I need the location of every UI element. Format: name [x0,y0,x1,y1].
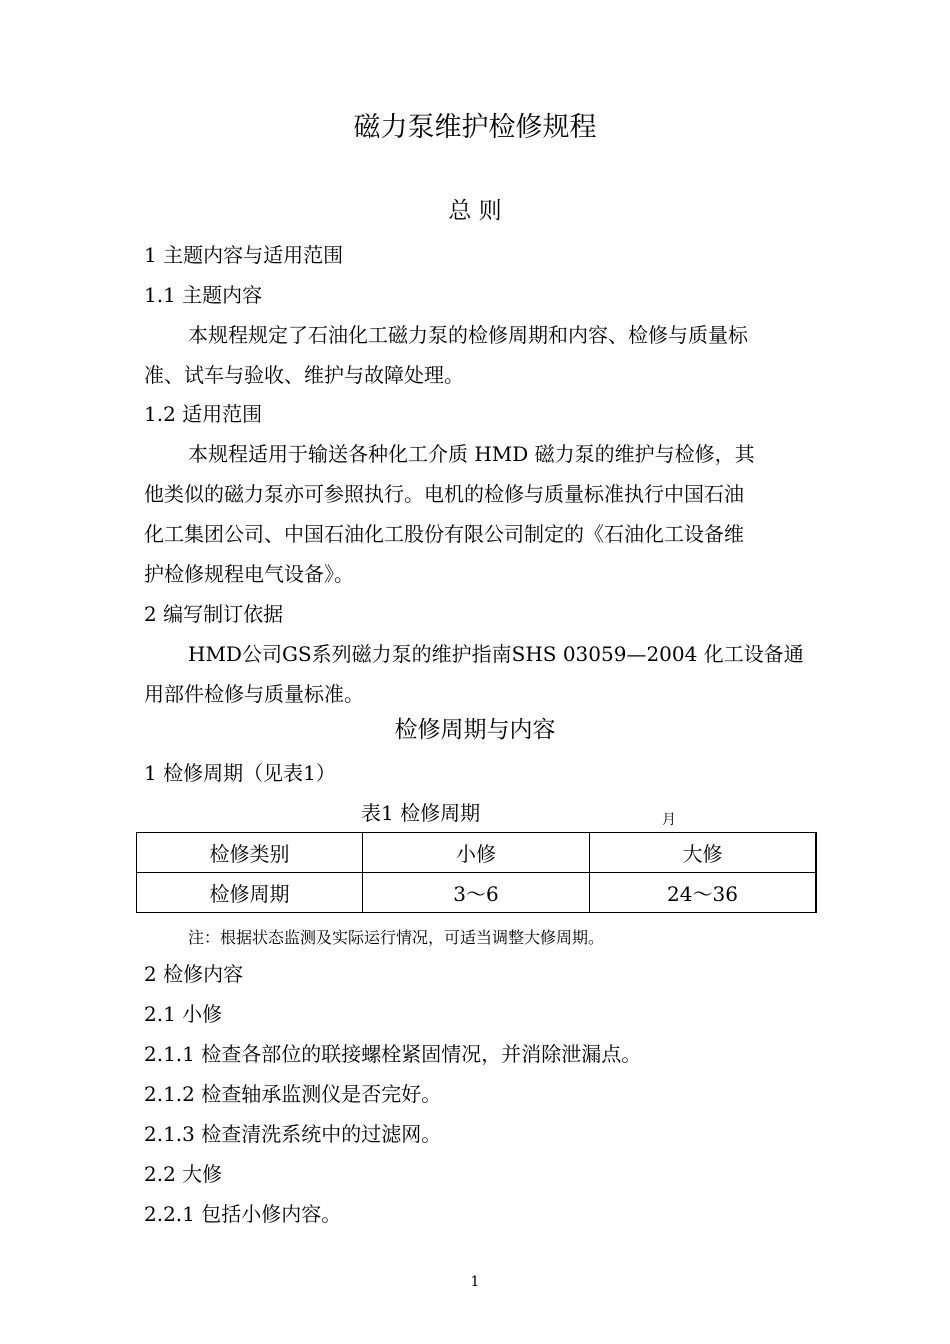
paragraph-line: 准、试车与验收、维护与故障处理。 [144,363,464,387]
heading-1-1: 1.1 主题内容 [144,283,263,307]
table-cell: 24～36 [589,873,816,913]
table-cell: 大修 [589,833,816,873]
heading-2: 2 编写制订依据 [144,602,284,626]
heading-cycle: 1 检修周期（见表1） [144,761,336,785]
maintenance-cycle-table [136,832,817,913]
table-row [137,833,817,873]
heading-2-2: 2.2 大修 [144,1162,223,1186]
heading-1-2: 1.2 适用范围 [144,402,263,426]
table-cell: 检修周期 [137,873,363,913]
heading-2-1: 2.1 小修 [144,1002,223,1026]
page-number: 1 [470,1274,480,1290]
paragraph-line: 本规程适用于输送各种化工介质 HMD 磁力泵的维护与检修，其 [188,442,755,466]
paragraph-line: 用部件检修与质量标准。 [144,682,364,706]
paragraph-line: 护检修规程电气设备》。 [144,562,354,586]
table-cell: 检修类别 [137,833,363,873]
heading-1: 1 主题内容与适用范围 [144,243,344,267]
table-row [137,873,817,913]
document-title: 磁力泵维护检修规程 [353,112,597,143]
paragraph-line: 化工集团公司、中国石油化工股份有限公司制定的《石油化工设备维 [144,522,744,546]
table-note: 注：根据状态监测及实际运行情况，可适当调整大修周期。 [188,928,605,947]
table-unit: 月 [662,812,676,828]
list-item: 2.1.2 检查轴承监测仪是否完好。 [144,1082,442,1106]
paragraph-line: 他类似的磁力泵亦可参照执行。电机的检修与质量标准执行中国石油 [144,482,744,506]
table-cell: 小修 [362,833,589,873]
list-item: 2.2.1 包括小修内容。 [144,1202,342,1226]
section-heading-cycle-content: 检修周期与内容 [394,717,556,743]
list-item: 2.1.1 检查各部位的联接螺栓紧固情况，并消除泄漏点。 [144,1042,642,1066]
list-item: 2.1.3 检查清洗系统中的过滤网。 [144,1122,442,1146]
paragraph-line: HMD公司GS系列磁力泵的维护指南SHS 03059—2004 化工设备通 [188,642,804,666]
section-heading-general: 总 则 [448,198,502,224]
table-cell: 3～6 [362,873,589,913]
heading-content: 2 检修内容 [144,962,244,986]
table-caption: 表1 检修周期 [361,801,481,825]
paragraph-line: 本规程规定了石油化工磁力泵的检修周期和内容、检修与质量标 [188,323,748,347]
